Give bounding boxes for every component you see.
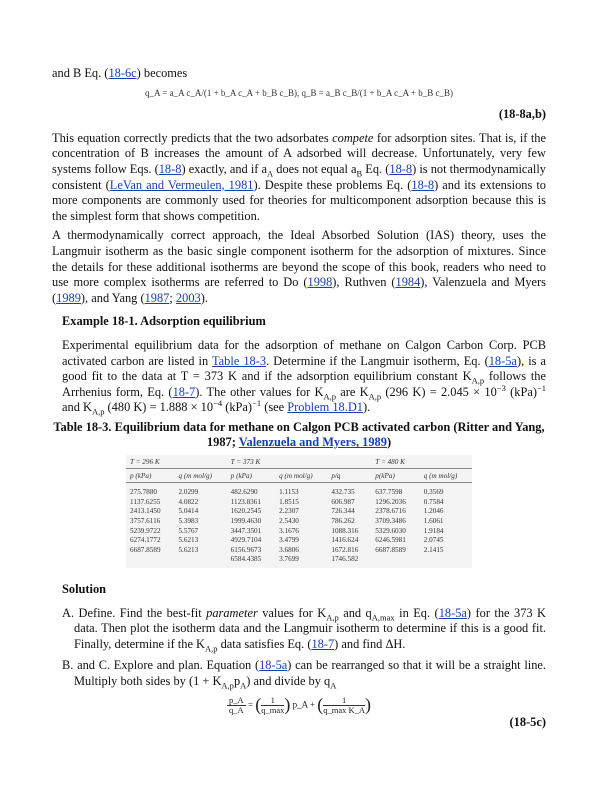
table-cell: 1088.316 [331,526,359,535]
equation-18-5c: $\frac{p\_A}{q\_A}$ = ( $\frac{1}{q\_\max}$ ) p_A + ( $\frac{1}{\text{q\_max K\_A}}$ ) [229,694,371,715]
table-group-row [126,455,472,468]
eq-link[interactable]: 18-7 [172,384,196,399]
citation-link[interactable]: LeVan and Vermeulen, 1981 [109,177,254,192]
table-cell: 2.0745 [423,536,444,545]
table-cell: 482.6290 [230,488,258,497]
table-cell: 2378.6716 [375,507,406,516]
table-cell: 5.6213 [178,545,199,554]
table-cell: 5.3983 [178,517,199,526]
eq-link[interactable]: 18-5a [259,658,288,673]
table-cell: 1123.8361 [230,497,261,506]
table-link[interactable]: Table 18-3 [211,353,267,368]
table-cell: 3447.3501 [230,526,262,535]
eq-link[interactable]: 18-8 [389,161,413,176]
citation-link[interactable]: 1987 [144,290,170,305]
table-cell: 5329.6030 [375,526,406,535]
table-cell: 3757.6116 [130,517,161,526]
table-cell: 6687.8589 [375,545,406,554]
citation-link[interactable]: 1984 [395,275,421,290]
table-row [126,527,472,537]
table-cell: 2.2307 [279,507,299,516]
column-header: q (m mol/g) [420,468,472,483]
table-cell: 6156.9673 [230,545,262,554]
table-row [126,483,472,498]
column-header: q (m mol/g) [174,468,226,483]
eq-link[interactable]: 18-6c [108,66,137,80]
group-header: T = 296 K [126,455,227,468]
equation-number: (18-8a,b) [498,107,546,122]
table-cell: 2.0299 [178,488,199,497]
column-header: q (m mol/g) [275,468,327,483]
table-row [126,507,472,517]
table-cell: 5.6213 [178,536,199,545]
table-cell: 6246.5981 [375,536,406,545]
table-cell [420,555,472,568]
group-header: T = 480 K [371,455,472,468]
citation-link[interactable]: Valenzuela and Myers, 1989 [238,435,387,450]
fraction: $\frac{1}{q\_\max}$ [261,694,285,715]
equation-18-8ab: q_A = a_A c_A/(1 + b_A c_A + b_B c_B), q_B = a_B c_B/(1 + b_A c_A + b_B c_B) [145,87,453,98]
table-cell: 3.6806 [279,545,299,554]
table-cell: 3.7699 [279,555,299,564]
equilibrium-data-table [126,455,472,568]
column-header: p (kPa) [126,468,174,483]
table-cell: 6584.4385 [230,555,262,564]
table-row [126,498,472,508]
table-cell: 5.0414 [178,507,199,516]
table-cell: 6687.8589 [130,545,161,554]
table-cell: 606.987 [331,497,355,506]
table-cell: 1.8515 [279,497,299,506]
example-title: Example 18-1. Adsorption equilibrium [62,314,266,329]
citation-link[interactable]: 1998 [307,275,333,290]
table-row [126,555,472,568]
citation-link[interactable]: 2003 [175,290,201,305]
intro-line: and B Eq. (18-6c) becomes [52,66,188,80]
table-cell: 637.7598 [375,488,403,497]
table-cell: 786.262 [331,517,355,526]
table-cell: 1296.2036 [375,497,406,506]
eq-link[interactable]: 18-8 [411,177,435,192]
solution-title: Solution [62,582,107,596]
table-cell: 432.735 [331,488,355,497]
table-cell: 726.344 [331,507,355,516]
table-cell [126,555,174,568]
table-cell: 2413.1450 [130,507,161,516]
solution-step-bc: B. and C. Explore and plan. Equation (18-5a) can be rearranged so that it will be a straight line. Multiply both sides by $(1 + K_{A,p}p_A)$ and divide by $q_A$ [62,658,547,691]
eq-link[interactable]: 18-5a [438,605,467,620]
group-header: T = 373 K [227,455,372,468]
table-cell: 5239.9722 [130,526,161,535]
citation-link[interactable]: 1989 [56,290,81,305]
table-cell: 1.9184 [423,526,444,535]
table-cell: 4.0822 [178,497,199,506]
table-cell: 1.1153 [279,488,299,497]
fraction: $\frac{1}{\text{q\_max K\_A}}$ [323,694,365,715]
fraction: $\frac{p\_A}{q\_A}$ [229,694,244,715]
table-row [126,536,472,546]
table-cell: 2.1415 [423,545,444,554]
solution-step-a: A. Define. Find the best-fit parameter values for $K_{A,p}$ and $q_{A,max}$ in Eq. (18-5a) for the 373 K data. Then plot the isotherm data and the Langmuir isotherm to determine if this is a good fit. Finally, determine if the $K_{A,p}$ data satisfies Eq. (18-7) and find ΔH. [62,605,547,654]
table-body [126,483,472,568]
document-page [52,66,546,738]
table-cell: 1.2046 [423,507,444,516]
table-cell: 1137.6255 [130,497,161,506]
column-header: p (kPa) [227,468,275,483]
table-cell: 1746.582 [331,555,359,564]
table-cell [371,555,419,568]
table-cell: 6274.1772 [130,536,161,545]
table-cell: 0.7584 [423,497,444,506]
eq-link[interactable]: 18-7 [311,636,335,651]
table-cell: 1416.624 [331,536,359,545]
table-cell: 3.1676 [279,526,299,535]
problem-link[interactable]: Problem 18.D1 [287,400,363,415]
table-title: Table 18-3. Equilibrium data for methane on Calgon PCB activated carbon (Ritter and Yang, 1987; Valenzuela and Myers, 1989) [53,419,545,450]
table-header-row [126,468,472,483]
table-row [126,517,472,527]
eq-link[interactable]: 18-8 [158,161,182,176]
table-cell: 4929.7104 [230,536,262,545]
table-cell: 5.5767 [178,526,199,535]
table-cell: 1672.816 [331,545,359,554]
table-cell [174,555,226,568]
paragraph-competition: This equation correctly predicts that the two adsorbates compete for adsorption sites. That is, if the concentration of B increases the amount of A adsorbed will decrease. Unfortunately, very few systems follow Eqs. (18-8) exactly, and if $a_A$ does not equal $a_B$ Eq. (18-8) is not thermodynamically consistent (LeVan and Vermeulen, 1981). Despite these problems Eq. (18-8) and its extensions to more components are commonly used for theories for multicomponent adsorption because this is the simplest form that shows competition. [52,130,547,223]
table-row [126,546,472,556]
table-cell: 3709.3486 [375,517,406,526]
table-cell: 1999.4630 [230,517,262,526]
table-cell: 0.3569 [423,488,444,497]
table-cell: 275.7880 [130,488,157,497]
equation-number: (18-5c) [509,714,546,729]
table-cell: 2.5430 [279,517,299,526]
example-statement: Experimental equilibrium data for the adsorption of methane on Calgon Carbon Corp. PCB activated carbon are listed in Table 18-3. Determine if the Langmuir isotherm, Eq. (18-5a), is a good fit to the data at T = 373 K and if the adsorption equilibrium constant $K_{A,p}$ follows the Arrhenius form, Eq. (18-7). The other values for $K_{A,p}$ are $K_{A,p}$ (296 $K) = 2.045 \times 10^{-3}$ (kPa)$^{-1}$ and $K_{A,p}$ (480 $K) = 1.888 \times 10^{-4}$ (kPa)$^{-1}$ (see Problem 18.D1). [62,337,547,417]
column-header: p/q [327,468,371,483]
paragraph-ias: A thermodynamically correct approach, the Ideal Absorbed Solution (IAS) theory, uses the Langmuir isotherm as the basic single component isotherm for the adsorption of mixtures. Since the details for these additional isotherms are beyond the scope of this book, readers who need to use more complex isotherms are referred to Do (1998), Ruthven (1984), Valenzuela and Myers (1989), and Yang (1987; 2003). [52,228,546,305]
table-cell: 1.6061 [423,517,444,526]
eq-link[interactable]: 18-5a [488,353,517,368]
table-cell: 1620.2545 [230,507,262,516]
table-cell: 3.4799 [279,536,299,545]
column-header: p(kPa) [371,468,419,483]
